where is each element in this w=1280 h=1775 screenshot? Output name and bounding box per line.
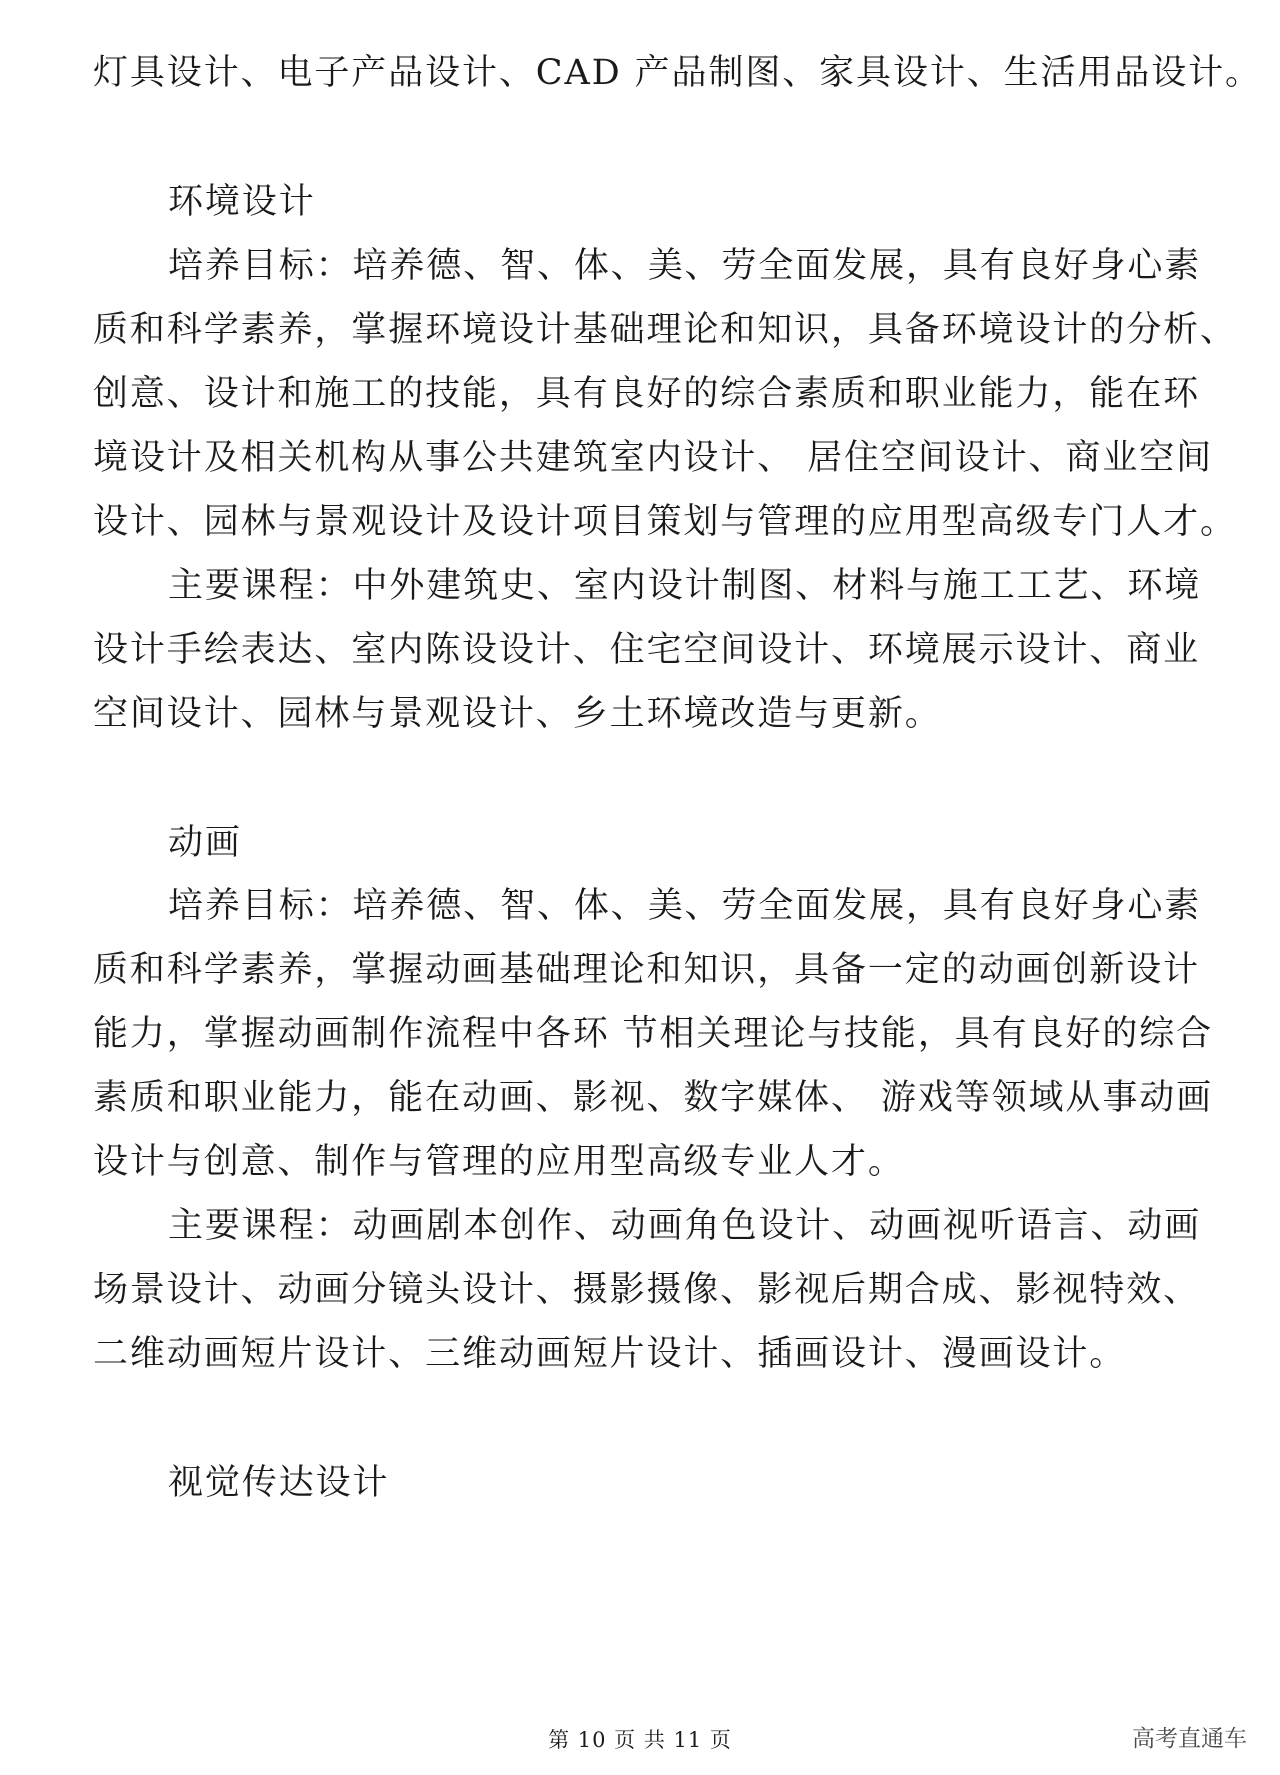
paragraph-line: 培养目标：培养德、智、体、美、劳全面发展，具有良好身心素 — [168, 886, 1202, 926]
paragraph-line: 二维动画短片设计、三维动画短片设计、插画设计、漫画设计。 — [93, 1334, 1127, 1374]
page-indicator: 第 10 页 共 11 页 — [548, 1728, 732, 1752]
paragraph-line: 空间设计、园林与景观设计、乡土环境改造与更新。 — [93, 694, 942, 734]
brand-watermark: 高考直通车 — [1132, 1726, 1247, 1752]
intro-line: 灯具设计、电子产品设计、CAD 产品制图、家具设计、生活用品设计。 — [93, 53, 1262, 93]
paragraph-line: 质和科学素养，掌握环境设计基础理论和知识，具备环境设计的分析、 — [93, 310, 1237, 350]
paragraph-line: 素质和职业能力，能在动画、影视、数字媒体、 游戏等领域从事动画 — [93, 1078, 1214, 1118]
paragraph-line: 能力，掌握动画制作流程中各环 节相关理论与技能，具有良好的综合 — [93, 1014, 1214, 1054]
paragraph-line: 境设计及相关机构从事公共建筑室内设计、 居住空间设计、商业空间 — [93, 438, 1214, 478]
paragraph-line: 设计手绘表达、室内陈设设计、住宅空间设计、环境展示设计、商业 — [93, 630, 1201, 670]
paragraph-line: 设计、园林与景观设计及设计项目策划与管理的应用型高级专门人才。 — [93, 502, 1237, 542]
section-title-environment-design: 环境设计 — [168, 182, 316, 222]
paragraph-line: 培养目标：培养德、智、体、美、劳全面发展，具有良好身心素 — [168, 246, 1202, 286]
section-title-animation: 动画 — [168, 823, 242, 863]
paragraph-line: 质和科学素养，掌握动画基础理论和知识，具备一定的动画创新设计 — [93, 950, 1201, 990]
section-title-visual-communication: 视觉传达设计 — [168, 1463, 390, 1503]
paragraph-line: 场景设计、动画分镜头设计、摄影摄像、影视后期合成、影视特效、 — [93, 1270, 1201, 1310]
paragraph-line: 创意、设计和施工的技能，具有良好的综合素质和职业能力，能在环 — [93, 374, 1201, 414]
paragraph-line: 主要课程：动画剧本创作、动画角色设计、动画视听语言、动画 — [168, 1206, 1202, 1246]
paragraph-line: 设计与创意、制作与管理的应用型高级专业人才。 — [93, 1142, 905, 1182]
paragraph-line: 主要课程：中外建筑史、室内设计制图、材料与施工工艺、环境 — [168, 566, 1202, 606]
